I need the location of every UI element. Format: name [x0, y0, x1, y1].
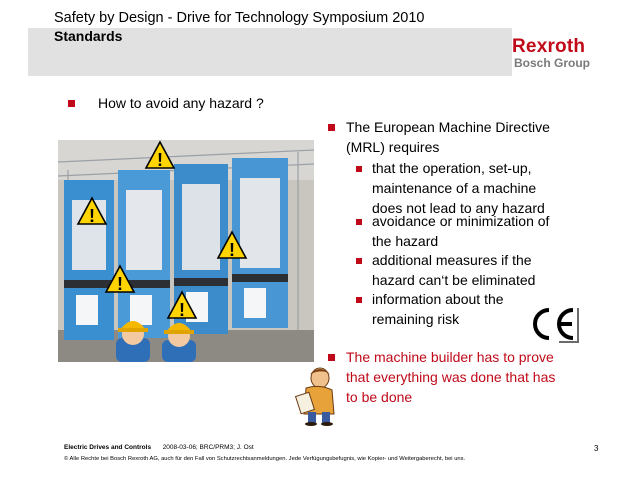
svg-text:!: ! — [117, 274, 123, 294]
sub-bullet-4-line-2: remaining risk — [372, 311, 460, 327]
sub-bullet-marker — [356, 219, 362, 225]
builder-bullet-line-1: The machine builder has to prove — [346, 349, 554, 365]
footer-meta: 2008-03-06; BRC/PRM3; J. Ost — [162, 444, 254, 451]
left-bullet-text: How to avoid any hazard ? — [98, 95, 264, 111]
bullet-marker — [328, 124, 335, 131]
rexroth-logo: Rexroth — [512, 36, 586, 57]
footer-division-name: Electric Drives and Controls — [64, 444, 152, 451]
engineer-clipboard-icon — [294, 366, 342, 426]
mrl-bullet-line-2: (MRL) requires — [346, 139, 440, 155]
sub-bullet-3-line-1: additional measures if the — [372, 252, 532, 268]
slide-subtitle: Standards — [54, 28, 123, 44]
svg-text:!: ! — [157, 150, 163, 170]
sub-bullet-marker — [356, 166, 362, 172]
ce-mark-icon — [523, 304, 581, 344]
sub-bullet-1-line-2: maintenance of a machine — [372, 180, 537, 196]
bosch-group-logo: Bosch Group — [514, 56, 591, 70]
printing-press-photo — [58, 140, 314, 362]
sub-bullet-marker — [356, 297, 362, 303]
sub-bullet-3-line-2: hazard can‘t be eliminated — [372, 272, 536, 288]
sub-bullet-4-line-1: information about the — [372, 291, 504, 307]
bullet-marker — [328, 354, 335, 361]
slide-title: Safety by Design - Drive for Technology Symposium 2010 — [54, 10, 425, 26]
page-number: 3 — [594, 444, 599, 453]
bullet-marker — [68, 100, 75, 107]
sub-bullet-1-line-1: that the operation, set-up, — [372, 160, 532, 176]
sub-bullet-2-line-1: avoidance or minimization of — [372, 213, 550, 229]
sub-bullet-2-line-2: the hazard — [372, 233, 439, 249]
builder-bullet-line-2: that everything was done that has — [346, 369, 556, 385]
mrl-bullet-line-1: The European Machine Directive — [346, 119, 550, 135]
svg-text:!: ! — [229, 240, 235, 260]
sub-bullet-marker — [356, 258, 362, 264]
svg-text:!: ! — [179, 300, 185, 320]
svg-text:!: ! — [89, 206, 95, 226]
footer-copyright: © Alle Rechte bei Bosch Rexroth AG, auch für den Fall von Schutzrechtsanmeldungen. Jede Verfügungsbefugnis, wie Kopier- und Weitergaberecht, bei uns. — [64, 456, 466, 462]
builder-bullet-line-3: to be done — [346, 389, 413, 405]
footer-division — [64, 444, 254, 451]
sub-bullet-1-line-3: does not lead to any hazard — [372, 200, 545, 216]
